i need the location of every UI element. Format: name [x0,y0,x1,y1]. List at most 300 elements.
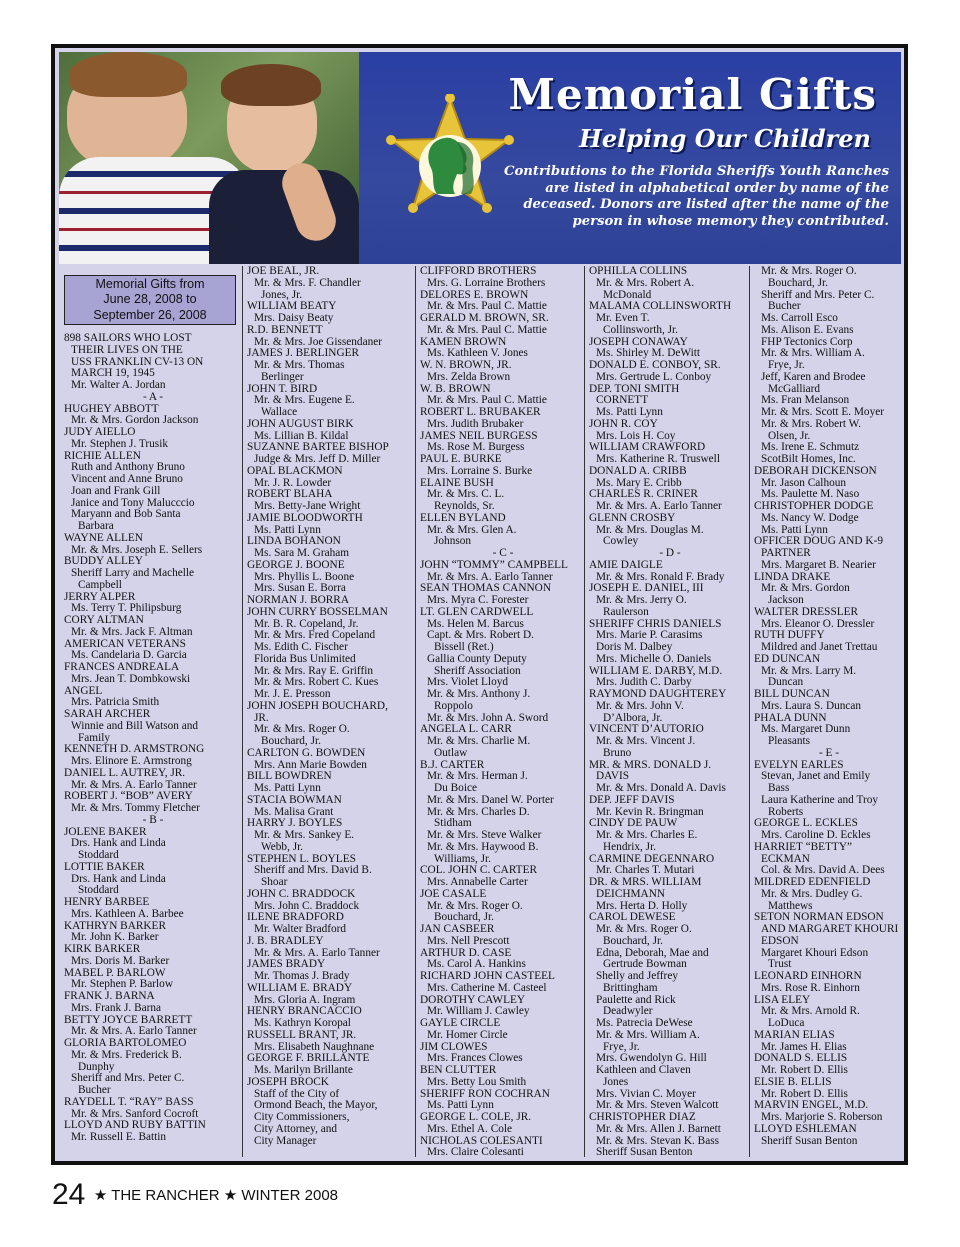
donor-line: Mr. & Mrs. Herman J. [427,771,528,783]
donor-line: Ms. Alison E. Evans [761,324,854,336]
memorial-gifts-panel [51,44,908,1165]
donor-line: Mrs. Katherine R. Truswell [596,454,720,465]
donor-line: Mr. Even T. [596,313,650,324]
donor-line: Mr. & Mrs. Roger O. [254,724,350,736]
donor-line: Mr. Homer Circle [427,1029,508,1041]
donor-line: Mr. & Mrs. Paul C. Mattie [427,301,547,313]
donor-line: Mrs. Gwendolyn G. Hill [596,1053,707,1065]
page-number: 24 [52,1178,86,1211]
honoree-name: GEORGE L. COLE, JR. [420,1112,532,1123]
donor-line: Mildred and Janet Trettau [761,642,878,653]
donor-line: Bucher [78,1085,111,1096]
donor-line: Gallia County Deputy [427,653,527,665]
column-4 [584,266,751,1157]
section-letter: - D - [659,548,681,559]
donor-line: Mr. & Mrs. F. Chandler [254,277,361,289]
donor-line: Mr. & Mrs. Ronald F. Brady [596,571,725,583]
donor-line: Collinsworth, Jr. [603,324,679,336]
donor-line: Mrs. Elisabeth Naughnane [254,1041,375,1053]
donor-line: Mr. Thomas J. Brady [254,971,350,982]
donor-line: Mr. & Mrs. Fred Copeland [254,630,376,642]
donor-line: Mr. & Mrs. Glen A. [427,524,517,536]
section-letter: - B - [142,814,164,826]
period-line: September 26, 2008 [93,307,207,322]
donor-line: Shelly and Jeffrey [596,971,678,982]
donor-line: Mr. & Mrs. Robert A. [596,277,695,289]
donor-line: Mrs. Daisy Beaty [254,313,334,324]
donor-line: Ms. Patrecia DeWese [596,1018,693,1029]
donor-line: Mrs. Herta D. Holly [596,900,688,912]
honoree-name: GLENN CROSBY [589,512,676,524]
donor-line: Mr. & Mrs. Paul C. Mattie [427,395,547,407]
honoree-name: LISA ELEY [754,994,811,1006]
donor-line: Reynolds, Sr. [434,501,495,512]
donor-line: Ms. Margaret Dunn [761,724,851,736]
donor-line: Mr. Walter A. Jordan [71,380,166,391]
donor-line: Mr. & Mrs. A. Earlo Tanner [254,947,380,959]
honoree-name: JERRY ALPER [64,591,136,603]
section-letter: - C - [492,548,514,559]
donor-line: Mr. & Mrs. Jack F. Altman [71,626,193,638]
donor-line: Mr. Stephen P. Barlow [71,979,173,991]
donor-line: Webb, Jr. [261,841,304,853]
honoree-name: DR. & MRS. WILLIAM [589,877,702,888]
donor-line: Mrs. Ethel A. Cole [427,1123,513,1135]
donor-line: Stidham [434,818,472,830]
donor-line: Ms. Paulette M. Naso [761,489,860,501]
donor-line: Ms. Edith C. Fischer [254,642,348,653]
donor-line: Mr. James H. Elias [761,1041,847,1053]
donor-line: Mr. & Mrs. A. Earlo Tanner [71,779,197,791]
donor-line: Ms. Kathleen V. Jones [427,348,528,360]
honoree-name: CLIFFORD BROTHERS [420,266,537,277]
donor-line: Mrs. Kathleen A. Barbee [71,908,184,920]
honoree-name: CHARLES R. CRINER [589,489,698,501]
honoree-name: LINDA DRAKE [754,571,831,583]
donor-line: Mrs. John C. Braddock [254,900,360,912]
donor-line: Ms. Carol A. Hankins [427,959,526,971]
honoree-name: GEORGE L. ECKLES [754,818,858,830]
honoree-name: HENRY BRANCACCIO [247,1006,362,1018]
honoree-name: MILDRED EDENFIELD [754,877,871,888]
honoree-name: JOHN CURRY BOSSELMAN [247,606,388,618]
donor-line: Mr. & Mrs. A. Earlo Tanner [71,1026,197,1038]
honoree-name: DELORES E. BROWN [420,289,529,301]
honoree-name: J. B. BRADLEY [247,935,324,947]
donor-line: Gertrude Bowman [603,959,687,971]
honoree-name: JOE CASALE [420,888,487,900]
donor-line: Hendrix, Jr. [603,841,657,853]
donor-line: Duncan [768,677,804,689]
donor-line: Mr. & Mrs. Gordon [761,583,850,595]
honoree-name: MR. & MRS. DONALD J. [589,759,712,771]
donor-line: Bruno [603,747,632,759]
donor-line: USS FRANKLIN CV-13 ON [71,356,204,368]
donor-line: Sheriff and Mrs. Peter C. [71,1073,185,1085]
honoree-name: DEP. JEFF DAVIS [589,794,675,806]
donor-line: Ms. Marilyn Brillante [254,1065,353,1076]
honoree-name: WAYNE ALLEN [64,532,143,544]
donor-line: Sheriff Association [434,665,521,677]
page-title: Memorial Gifts [508,70,877,119]
donor-line: Mr. & Mrs. Charles E. [596,830,698,841]
donor-line: Roberts [768,806,804,818]
honoree-name: CARLTON G. BOWDEN [247,747,366,759]
donor-line: Mr. William J. Cawley [427,1006,530,1018]
donor-line: Mr. & Mrs. Scott E. Moyer [761,407,885,418]
boy-right-hair [221,64,321,106]
honoree-name: RUSSELL BRANT, JR. [247,1029,357,1041]
donor-line: Mrs. Doris M. Barker [71,955,170,967]
donor-line: Ms. Patti Lynn [596,407,663,418]
donor-line: Judge & Mrs. Jeff D. Miller [254,454,381,465]
donor-line: City Commissioners, [254,1112,350,1123]
honoree-name: JOHN AUGUST BIRK [247,418,354,430]
honoree-name: BEN CLUTTER [420,1065,497,1076]
donor-line: Ruth and Anthony Bruno [71,462,185,474]
donor-line: Ms. Fran Melanson [761,395,850,407]
honoree-name: JAMIE BLOODWORTH [247,512,363,524]
donor-line: Dunphy [78,1061,115,1073]
donor-line: Mrs. Myra C. Forester [427,595,529,606]
honoree-name: JOHN R. COY [589,418,658,430]
donor-line: Jackson [768,595,804,606]
honoree-name: GEORGE J. BOONE [247,559,345,571]
donor-line: Mrs. Frances Clowes [427,1053,523,1065]
donor-line: Du Boice [434,783,477,794]
honoree-name: ELAINE BUSH [420,477,494,489]
donor-line: Mrs. Patricia Smith [71,697,160,709]
donor-line: Mr. & Mrs. Sanford Cocroft [71,1108,199,1120]
honoree-name: PAUL E. BURKE [420,454,502,465]
donor-line: Mr. & Mrs. Anthony J. [427,689,531,700]
donor-line: Mr. Walter Bradford [254,924,347,935]
honoree-name: VINCENT D’AUTORIO [589,724,704,736]
donor-line: Mr. & Mrs. Joseph E. Sellers [71,544,203,556]
donor-line: Pleasants [768,736,811,747]
honoree-name: ELLEN BYLAND [420,512,506,524]
donor-line: Mrs. Judith C. Darby [596,677,692,689]
donor-line: Mrs. G. Lorraine Brothers [427,277,546,289]
honoree-name: WILLIAM CRAWFORD [589,442,706,454]
donor-line: Mr. & Mrs. Haywood B. [427,841,539,853]
donor-line: Mrs. Vivian C. Moyer [596,1088,696,1100]
donor-line: Mr. & Mrs. Charles D. [427,806,530,818]
honoree-name: GERALD M. BROWN, SR. [420,313,549,324]
donor-line: Sheriff and Mrs. David B. [254,865,372,877]
donor-line: Ms. Irene E. Schmutz [761,442,860,454]
honoree-name: NORMAN J. BORRA [247,595,350,606]
donor-line: Ms. Patti Lynn [427,1100,494,1112]
donor-line: Ms. Patti Lynn [254,783,321,794]
honoree-name: JOHN JOSEPH BOUCHARD, [247,700,388,712]
donor-line: Mrs. Eleanor O. Dressler [761,618,875,630]
donor-line: Shoar [261,877,288,888]
gift-listing [60,264,902,1157]
donor-line: Mr. & Mrs. John A. Sword [427,712,549,724]
donor-line: Maryann and Bob Santa [71,509,181,521]
donor-line: Mr. B. R. Copeland, Jr. [254,618,359,630]
donor-line: Ms. Patti Lynn [254,524,321,536]
donor-line: Ms. Carroll Esco [761,313,838,324]
donor-line: Mr. & Mrs. Tommy Fletcher [71,803,200,814]
donor-line: FHP Tectonics Corp [761,336,853,348]
honoree-name: OFFICER DOUG AND K-9 [754,536,883,548]
donor-line: Mr. J. E. Presson [254,689,331,700]
donor-line: Mr. Kevin R. Bringman [596,806,704,818]
honoree-name: AMERICAN VETERANS [64,638,186,650]
donor-line: Mr. & Mrs. William A. [596,1029,700,1041]
honoree-name: DONALD S. ELLIS [754,1053,848,1065]
donor-line: Drs. Hank and Linda [71,873,166,885]
column-1 [62,266,242,1157]
donor-line: Mr. & Mrs. Roger O. [427,900,523,912]
donor-line: Mrs. Catherine M. Casteel [427,982,547,994]
honoree-name: BUDDY ALLEY [64,556,143,568]
donor-line: Mr. Stephen J. Trusik [71,438,168,450]
honoree-name: KAMEN BROWN [420,336,507,348]
honoree-name: W. N. BROWN, JR. [420,360,512,371]
donor-line: Mrs. Elinore E. Armstrong [71,756,192,767]
donor-line: Mrs. Annabelle Carter [427,877,528,888]
honoree-name: ROBERT L. BRUBAKER [420,407,541,418]
donor-line: Ms. Malisa Grant [254,806,334,818]
donor-line: Mrs. Phyllis L. Boone [254,571,355,583]
donor-line: Kathleen and Claven [596,1065,691,1076]
honoree-name: DANIEL L. AUTREY, JR. [64,767,186,779]
honoree-name: SUZANNE BARTEE BISHOP [247,442,389,454]
donor-line: Mr. & Mrs. Steven Walcott [596,1100,719,1112]
honoree-name: CINDY DE PAUW [589,818,678,830]
donor-line: Matthews [768,900,813,912]
donor-line: Ms. Patti Lynn [761,524,828,536]
honoree-name: RAYMOND DAUGHTEREY [589,689,727,700]
donor-line: Johnson [434,536,472,548]
donor-line: CORNETT [596,395,649,407]
honoree-name: WILLIAM E. DARBY, M.D. [589,665,723,677]
honoree-name: EVELYN EARLES [754,759,844,771]
donor-line: D’Albora, Jr. [603,712,663,724]
honoree-name: KIRK BARKER [64,944,141,955]
donor-line: Mrs. Jean T. Dombkowski [71,673,191,685]
donor-line: Family [78,732,111,744]
column-2 [242,266,417,1157]
donor-line: EDSON [761,935,799,947]
honoree-name: SHERIFF RON COCHRAN [420,1088,550,1100]
honoree-name: NICHOLAS COLESANTI [420,1135,543,1147]
donor-line: Sheriff Susan Benton [596,1147,693,1157]
donor-line: McGalliard [768,383,821,395]
donor-line: Ms. Candelaria D. Garcia [71,650,187,662]
issue-name: WINTER 2008 [241,1187,339,1204]
donor-line: Mr. & Mrs. Frederick B. [71,1049,182,1061]
honoree-name: GEORGE F. BRILLANTE [247,1053,370,1065]
donor-line: Mrs. Ann Marie Bowden [254,759,367,771]
children-photo [59,52,359,264]
donor-line: Olsen, Jr. [768,430,811,442]
honoree-name: DONALD E. CONBOY, SR. [589,360,721,371]
honoree-name: ANGEL [64,685,103,697]
honoree-name: JAN CASBEER [420,924,495,935]
donor-line: Mrs. Betty Lou Smith [427,1076,527,1088]
donor-line: Mr. & Mrs. Vincent J. [596,736,696,747]
donor-line: Joan and Frank Gill [71,485,161,497]
honoree-name: FRANCES ANDREALA [64,662,180,673]
honoree-name: JOE BEAL, JR. [247,266,320,277]
donor-line: Jones [603,1076,629,1088]
donor-line: Staff of the City of [254,1088,340,1100]
donor-line: Mrs. Violet Lloyd [427,677,509,689]
banner [59,52,901,264]
honoree-name: SETON NORMAN EDSON [754,912,884,924]
honoree-name: 898 SAILORS WHO LOST [64,333,192,344]
donor-line: Ms. Rose M. Burgess [427,442,525,454]
donor-line: Vincent and Anne Bruno [71,474,183,485]
honoree-name: RICHARD JOHN CASTEEL [420,971,555,982]
donor-line: Mr. Jason Calhoun [761,477,847,489]
donor-line: Mr. Charles T. Mutari [596,865,695,877]
donor-line: Sheriff and Mrs. Peter C. [761,289,875,301]
donor-line: Mrs. Gloria A. Ingram [254,994,356,1006]
donor-line: Mrs. Frank J. Barna [71,1002,162,1014]
donor-line: Stoddard [78,885,119,897]
honoree-name: CHRISTOPHER DODGE [754,501,874,512]
donor-line: Mr. & Mrs. C. L. [427,489,505,501]
donor-line: Bouchard, Jr. [261,736,321,747]
donor-line: Sheriff Susan Benton [761,1135,858,1147]
donor-line: McDonald [603,289,652,301]
column-5 [749,266,904,1157]
donor-line: Mr. & Mrs. Steve Walker [427,830,542,841]
donor-line: Roppolo [434,700,473,712]
donor-line: ECKMAN [761,853,810,865]
page-footer [52,1178,338,1212]
donor-line: Mr. & Mrs. John V. [596,700,684,712]
donor-line: Mrs. Margaret B. Nearier [761,559,876,571]
donor-line: Margaret Khouri Edson [761,947,869,959]
donor-line: AND MARGARET KHOURI [761,924,899,935]
honoree-name: AMIE DAIGLE [589,559,663,571]
honoree-name: ARTHUR D. CASE [420,947,512,959]
honoree-name: CORY ALTMAN [64,615,144,626]
honoree-name: JIM CLOWES [420,1041,488,1053]
donor-line: Bass [768,783,790,794]
donor-line: Mr. & Mrs. Sankey E. [254,830,355,841]
bullet-star-icon: ★ [223,1187,238,1204]
section-letter: - A - [142,391,164,403]
honoree-name: MARIAN ELIAS [754,1029,835,1041]
donor-line: Mrs. Lois H. Coy [596,430,676,442]
donor-line: Stevan, Janet and Emily [761,771,871,783]
honoree-name: MALAMA COLLINSWORTH [589,301,732,313]
honoree-name: JOSEPH BROCK [247,1076,329,1088]
donor-line: Mrs. Gertrude L. Conboy [596,371,712,383]
donor-line: Mrs. Claire Colesanti [427,1147,524,1157]
honoree-name: OPAL BLACKMON [247,465,343,477]
donor-line: Paulette and Rick [596,994,676,1006]
donor-line: Mr. & Mrs. Dudley G. [761,888,863,900]
donor-line: Mr. & Mrs. A. Earlo Tanner [596,501,722,512]
donor-line: Outlaw [434,747,468,759]
donor-line: Janice and Tony Malucccio [71,497,195,509]
donor-line: Mrs. Susan E. Borra [254,583,346,595]
honoree-name: WILLIAM E. BRADY [247,982,353,994]
honoree-name: GAYLE CIRCLE [420,1018,501,1029]
donor-line: Mr. & Mrs. Ray E. Griffin [254,665,374,677]
donor-line: Mr. Russell E. Battin [71,1132,167,1143]
period-box [64,275,236,325]
donor-line: Mrs. Caroline D. Eckles [761,830,871,841]
honoree-name: JOHN C. BRADDOCK [247,888,356,900]
honoree-name: LLOYD AND RUBY BATTIN [64,1120,206,1132]
donor-line: PARTNER [761,548,811,559]
donor-line: Bouchard, Jr. [768,277,828,289]
honoree-name: JAMES NEIL BURGESS [420,430,538,442]
donor-line: Deadwyler [603,1006,653,1018]
donor-line: Mrs. Zelda Brown [427,371,511,383]
period-line: Memorial Gifts from [95,276,205,291]
honoree-name: CAROL DEWESE [589,912,676,924]
honoree-name: LT. GLEN CARDWELL [420,606,534,618]
donor-line: Florida Bus Unlimited [254,653,356,665]
donor-line: Jones, Jr. [261,289,303,301]
honoree-name: JAMES J. BERLINGER [247,348,360,360]
donor-line: Mr. Robert D. Ellis [761,1065,848,1076]
publication-name: THE RANCHER [111,1187,220,1204]
honoree-name: BILL DUNCAN [754,689,830,700]
honoree-name: KENNETH D. ARMSTRONG [64,744,205,756]
donor-line: Stoddard [78,850,119,861]
donor-line: Mr. & Mrs. Jerry O. [596,595,687,606]
donor-line: JR. [254,712,269,724]
donor-line: Bouchard, Jr. [603,935,663,947]
honoree-name: DEP. TONI SMITH [589,383,680,395]
donor-line: THEIR LIVES ON THE [71,344,183,356]
footer-publication [94,1187,338,1204]
honoree-name: SHERIFF CHRIS DANIELS [589,618,722,630]
donor-line: Mr. John K. Barker [71,932,159,944]
donor-line: Ms. Lillian B. Kildal [254,430,349,442]
donor-line: Mr. & Mrs. Thomas [254,360,345,371]
donor-line: Mr. & Mrs. Donald A. Davis [596,783,726,794]
donor-line: Drs. Hank and Linda [71,838,166,850]
honoree-name: STEPHEN L. BOYLES [247,853,356,865]
donor-line: Mrs. Laura S. Duncan [761,700,862,712]
donor-line: Ms. Mary E. Cribb [596,477,682,489]
donor-line: Mr. & Mrs. Robert C. Kues [254,677,379,689]
donor-line: Mrs. Nell Prescott [427,935,510,947]
honoree-name: OPHILLA COLLINS [589,266,688,277]
honoree-name: B.J. CARTER [420,759,485,771]
donor-line: Mr. & Mrs. Roger O. [761,266,857,277]
section-letter: - E - [818,747,840,759]
honoree-name: CHRISTOPHER DIAZ [589,1112,696,1123]
donor-line: Bouchard, Jr. [434,912,494,924]
donor-line: Campbell [78,579,122,591]
donor-line: Mr. & Mrs. Joe Gissendaner [254,336,383,348]
honoree-name: MARVIN ENGEL, M.D. [754,1100,869,1112]
honoree-name: LINDA BOHANON [247,536,341,548]
donor-line: Cowley [603,536,639,548]
donor-line: Mrs. Michelle O. Daniels [596,653,712,665]
honoree-name: BILL BOWDREN [247,771,332,783]
honoree-name: COL. JOHN C. CARTER [420,865,538,877]
honoree-name: MABEL P. BARLOW [64,967,166,979]
donor-line: Mr. & Mrs. Paul C. Mattie [427,324,547,336]
period-line: June 28, 2008 to [103,292,197,307]
donor-line: Berlinger [261,371,304,383]
donor-line: ScotBilt Homes, Inc. [761,454,856,465]
